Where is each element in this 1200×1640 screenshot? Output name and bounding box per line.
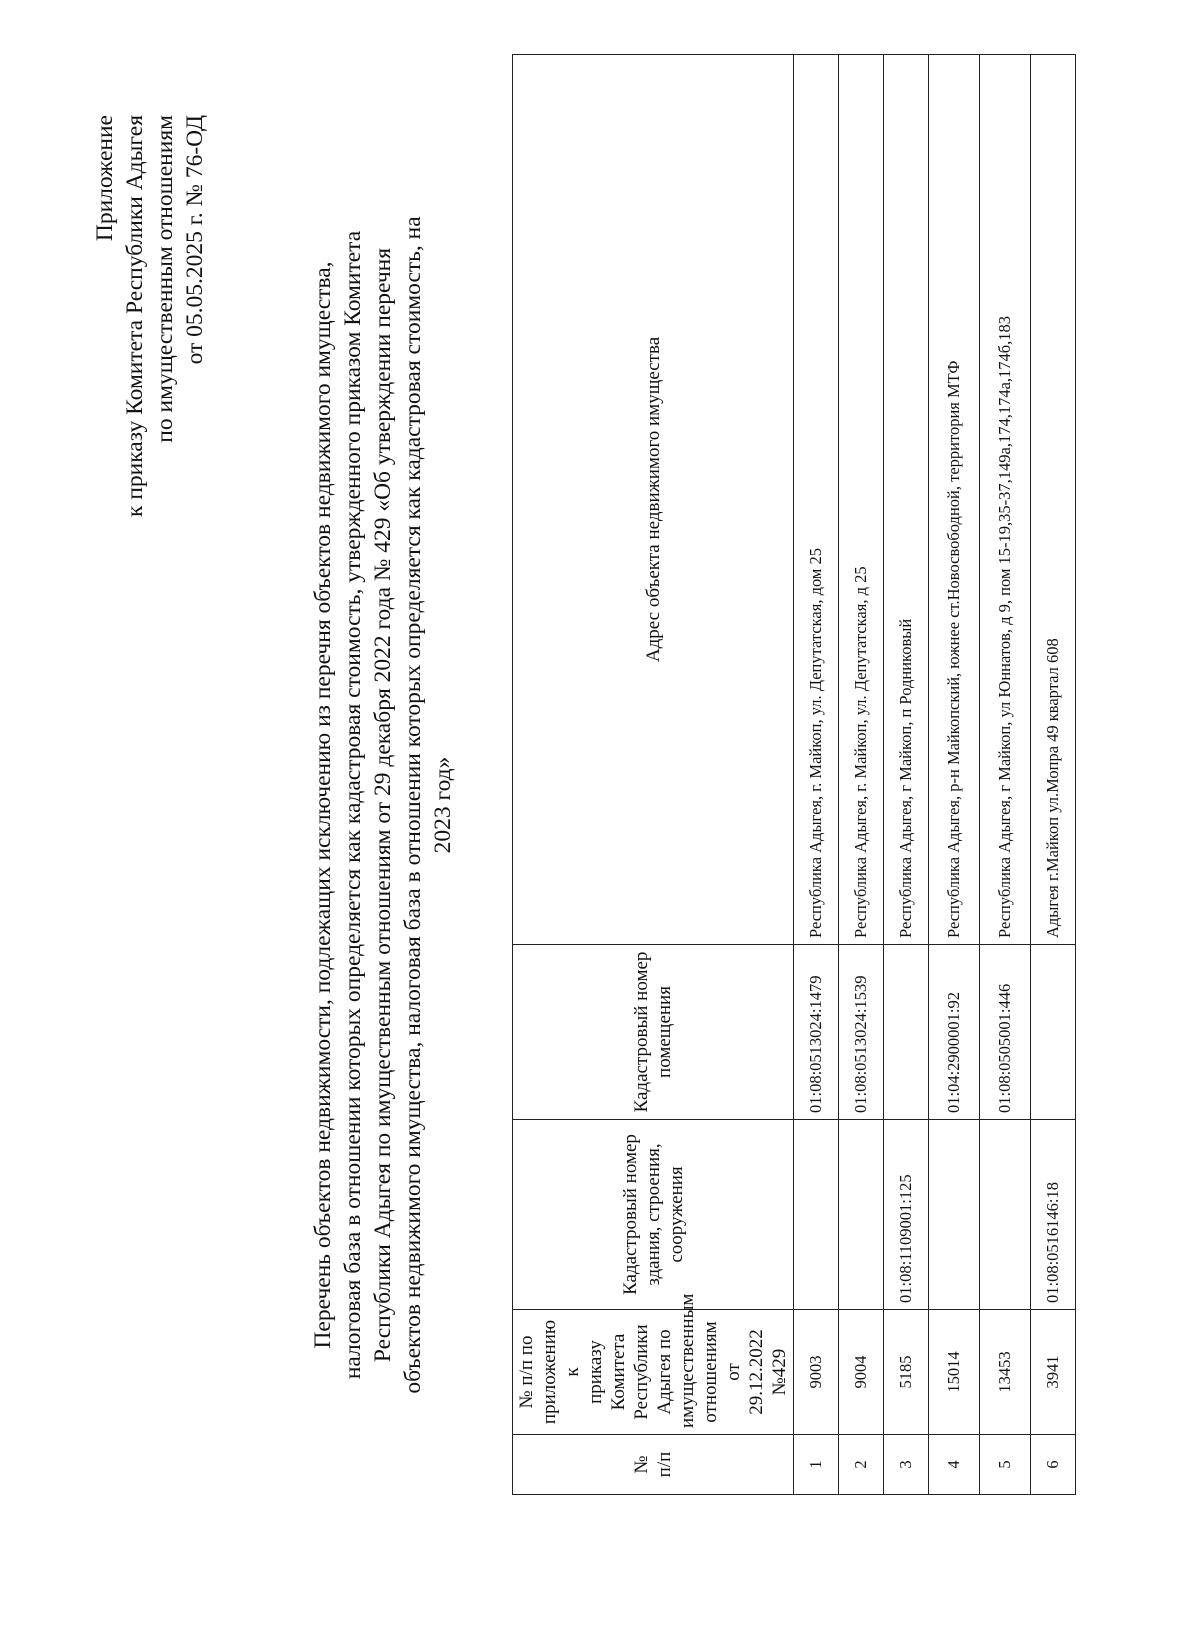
cell-num: 6 — [1031, 1435, 1076, 1495]
header-line: помещения — [654, 986, 675, 1078]
cell-room-cadastral — [1031, 945, 1076, 1120]
cell-room-cadastral: 01:08:0513024:1539 — [839, 945, 884, 1120]
header-address — [513, 55, 794, 945]
property-table — [512, 54, 1076, 1495]
header-line: 29.12.2022 №429 — [746, 1329, 790, 1415]
table-row — [929, 55, 980, 1495]
cell-address: Республика Адыгея, г Майкоп, п Родниковый — [884, 55, 929, 945]
header-line: Адрес объекта недвижимого имущества — [642, 336, 664, 663]
header-line: п/п — [654, 1451, 675, 1478]
cell-order-ref: 3941 — [1031, 1310, 1076, 1435]
header-line: сооружения — [665, 1166, 687, 1263]
cell-room-cadastral: 01:04:2900001:92 — [929, 945, 980, 1120]
header-line: Кадастровый номер — [619, 1134, 641, 1295]
header-line: здания, строения, — [642, 1143, 664, 1286]
table-row — [1031, 55, 1076, 1495]
cell-address: Адыгея г.Майкоп ул.Мопра 49 квартал 608 — [1031, 55, 1076, 945]
header-line: приложению к — [539, 1319, 583, 1425]
header-line: № — [631, 1455, 652, 1474]
heading-line: объектов недвижимого имущества, налоговая база в отношении которых определяется как кадастровая стоимость, на — [400, 216, 426, 1394]
property-table-wrapper — [512, 55, 1076, 1495]
header-building-cadastral — [513, 1120, 794, 1310]
cell-address: Республика Адыгея, г. Майкоп, ул. Депутатская, д 25 — [839, 55, 884, 945]
heading-line: Республики Адыгея по имущественным отношениям от 29 декабря 2022 года № 429 «Об утверждении перечня — [370, 247, 396, 1363]
cell-num: 1 — [794, 1435, 839, 1495]
cell-num: 3 — [884, 1435, 929, 1495]
cell-order-ref: 9003 — [794, 1310, 839, 1435]
appendix-line: от 05.05.2025 г. № 76-ОД — [182, 115, 208, 365]
table-row — [794, 55, 839, 1495]
cell-address: Республика Адыгея, г. Майкоп, ул. Депутатская, дом 25 — [794, 55, 839, 945]
table-row — [980, 55, 1031, 1495]
header-line: приказу — [585, 1340, 606, 1404]
cell-order-ref: 13453 — [980, 1310, 1031, 1435]
cell-order-ref: 15014 — [929, 1310, 980, 1435]
header-line: имущественным — [677, 1293, 698, 1428]
heading-line: налоговая база в отношении которых определяется как кадастровая стоимость, утвержденного приказом Комитета — [340, 230, 366, 1380]
header-line: Комитета — [608, 1333, 629, 1411]
cell-num: 2 — [839, 1435, 884, 1495]
header-line: отношениям от — [700, 1321, 744, 1423]
cell-num: 4 — [929, 1435, 980, 1495]
table-row — [839, 55, 884, 1495]
cell-num: 5 — [980, 1435, 1031, 1495]
cell-building-cadastral: 01:08:0516146:18 — [1031, 1120, 1076, 1310]
cell-room-cadastral: 01:08:0505001:446 — [980, 945, 1031, 1120]
appendix-line: Приложение — [92, 115, 118, 242]
cell-address: Республика Адыгея, р-н Майкопский, южнее ст.Новосвободной, территория МТФ — [929, 55, 980, 945]
header-line: № п/п по — [516, 1335, 537, 1409]
cell-order-ref: 5185 — [884, 1310, 929, 1435]
header-line: Республики — [631, 1324, 652, 1420]
cell-address: Республика Адыгея, г Майкоп, ул Юннатов, д 9, пом 15-19,35-37,149а,174,174а,174б,183 — [980, 55, 1031, 945]
header-order-ref — [513, 1293, 794, 1435]
header-line: Кадастровый номер — [631, 951, 652, 1113]
cell-building-cadastral — [980, 1120, 1031, 1310]
cell-building-cadastral — [839, 1120, 884, 1310]
header-room-cadastral — [513, 945, 794, 1120]
appendix-line: к приказу Комитета Республики Адыгея — [122, 115, 148, 517]
table-row — [884, 55, 929, 1495]
cell-order-ref: 9004 — [839, 1310, 884, 1435]
cell-building-cadastral: 01:08:1109001:125 — [884, 1120, 929, 1310]
heading-line: Перечень объектов недвижимости, подлежащих исключению из перечня объектов недвижимого имущества, — [310, 261, 336, 1349]
cell-room-cadastral: 01:08:0513024:1479 — [794, 945, 839, 1120]
cell-building-cadastral — [929, 1120, 980, 1310]
heading-line: 2023 год» — [430, 756, 456, 854]
appendix-block — [90, 115, 210, 975]
appendix-line: по имущественным отношениям — [152, 115, 178, 443]
cell-building-cadastral — [794, 1120, 839, 1310]
table-header-row — [513, 55, 794, 1495]
cell-room-cadastral — [884, 945, 929, 1120]
header-line: Адыгея по — [654, 1329, 675, 1415]
header-num — [513, 1435, 794, 1495]
document-heading — [308, 160, 458, 1450]
